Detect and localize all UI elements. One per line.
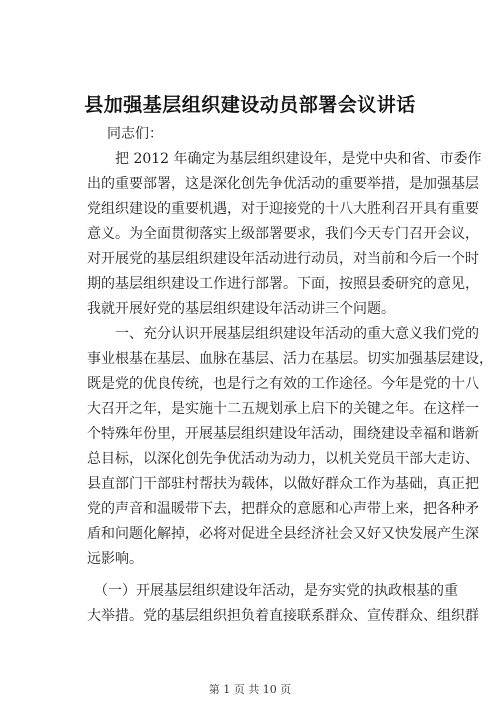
text-line: 党的声音和温暖带下去，把群众的意愿和心声带上来，把各种矛 [87,501,479,517]
text-line: 县直部门干部驻村帮扶为载体，以做好群众工作为基础，真正把 [87,476,479,492]
page-title: 县加强基层组织建设动员部署会议讲话 [84,94,416,116]
text-line: 一、充分认识开展基层组织建设年活动的重大意义我们党的 [87,326,479,342]
text-line: 大召开之年，是实施十二五规划承上启下的关键之年。在这样一 [87,401,479,417]
paragraph-2 [87,322,493,572]
text-line: 个特殊年份里，开展基层组织建设年活动，围绕建设幸福和谐新 [87,426,479,442]
text-line: 把 2012 年确定为基层组织建设年，是党中央和省、市委作 [87,151,482,167]
paragraph-3 [87,579,479,629]
paragraph-1 [87,147,482,322]
text-line: 对开展党的基层组织建设年活动进行动员，对当前和今后一个时 [87,251,479,267]
greeting: 同志们： [107,126,163,142]
page-footer: 第 1 页 共 10 页 [208,683,292,696]
text-line: 大举措。党的基层组织担负着直接联系群众、宣传群众、组织群 [87,608,479,624]
text-line: 远影响。 [87,551,143,567]
text-line: 党组织建设的重要机遇，对于迎接党的十八大胜利召开具有重要 [87,201,479,217]
text-line: 我就开展好党的基层组织建设年活动讲三个问题。 [87,301,395,317]
text-line: 盾和问题化解掉，必将对促进全县经济社会又好又快发展产生深 [87,526,479,542]
paragraph-spacer [87,572,417,579]
text-line: 既是党的优良传统，也是行之有效的工作途径。今年是党的十八 [87,376,479,392]
text-line: 出的重要部署，这是深化创先争优活动的重要举措，是加强基层 [87,176,479,192]
text-line: 总目标，以深化创先争优活动为动力，以机关党员干部大走访、 [87,451,479,467]
text-line: 事业根基在基层、血脉在基层、活力在基层。切实加强基层建设， [87,351,493,367]
text-line: 意义。为全面贯彻落实上级部署要求，我们今天专门召开会议， [87,226,479,242]
text-line: 期的基层组织建设工作进行部署。下面，按照县委研究的意见， [87,276,479,292]
text-line: （一）开展基层组织建设年活动，是夯实党的执政根基的重 [87,583,458,599]
document-body [87,122,493,629]
